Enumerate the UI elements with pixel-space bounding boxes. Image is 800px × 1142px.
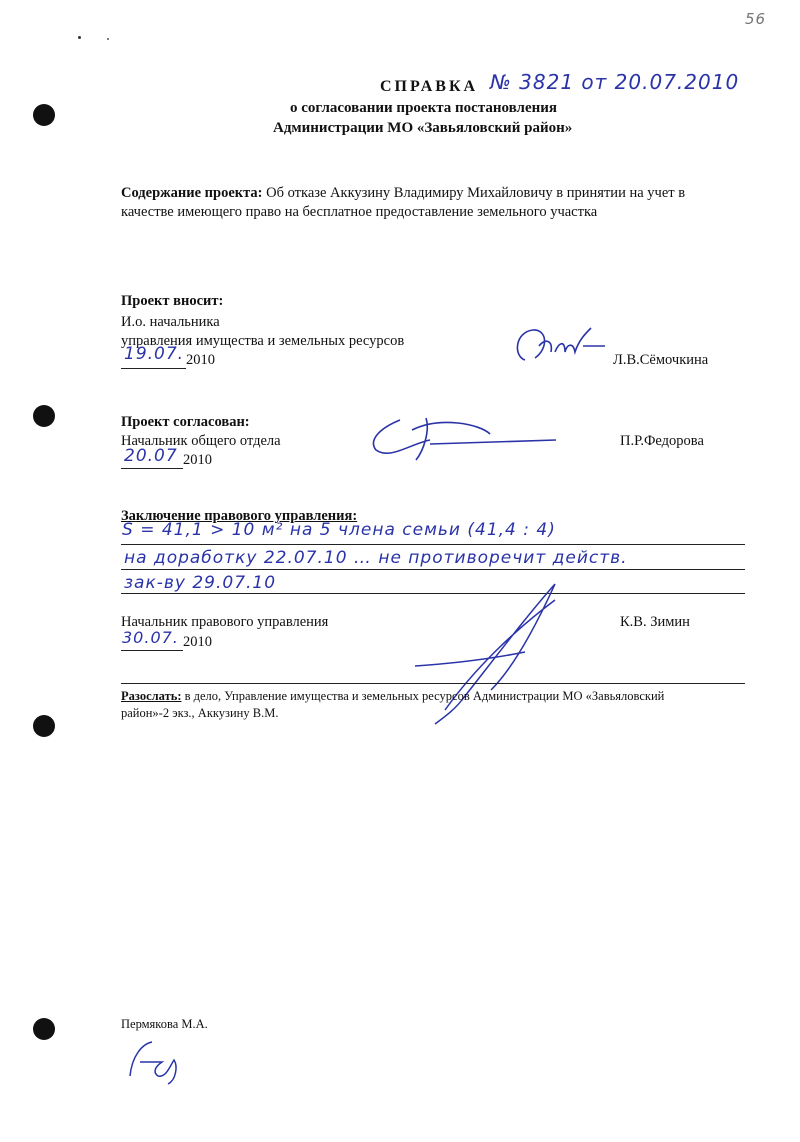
distribution-label: Разослать: <box>121 689 182 703</box>
legal-year: 2010 <box>183 634 212 650</box>
legal-name: К.В. Зимин <box>620 614 690 630</box>
submitted-date-handwritten: 19.07. <box>124 344 185 364</box>
legal-position: Начальник правового управления <box>121 614 329 630</box>
approved-name: П.Р.Федорова <box>620 433 704 449</box>
submitted-year: 2010 <box>186 352 215 368</box>
content-label: Содержание проекта: <box>121 185 263 201</box>
submitted-label: Проект вносит: <box>121 293 224 309</box>
approved-date-handwritten: 20.07 <box>124 446 178 466</box>
doc-title: СПРАВКА <box>380 78 479 95</box>
submitted-position: И.о. начальника <box>121 314 220 330</box>
legal-handwritten-line-1: S = 41,1 > 10 м² на 5 члена семьи (41,4 : 4) <box>122 520 556 540</box>
signature-permyakova <box>122 1036 192 1086</box>
content-text: Об отказе Аккузину Владимиру Михайловичу в принятии на учет в <box>266 185 686 201</box>
doc-number-handwritten: № 3821 от 20.07.2010 <box>490 70 740 94</box>
page-number: 56 <box>745 10 767 28</box>
punch-hole-4 <box>33 1018 55 1040</box>
distribution-line-1 <box>121 688 664 705</box>
date-line <box>121 368 186 369</box>
legal-rule-2 <box>121 569 745 570</box>
approved-label: Проект согласован: <box>121 414 250 430</box>
legal-rule-1 <box>121 544 745 545</box>
punch-hole-2 <box>33 405 55 427</box>
submitted-department: управления имущества и земельных ресурсов <box>121 333 405 349</box>
approved-year: 2010 <box>183 452 212 468</box>
distribution-line-2: район»-2 экз., Аккузину В.М. <box>121 706 279 720</box>
legal-date-handwritten: 30.07. <box>122 628 179 647</box>
legal-handwritten-line-3: зак-ву 29.07.10 <box>124 573 277 593</box>
signature-zimin <box>405 578 595 728</box>
content-line-2: качестве имеющего право на бесплатное предоставление земельного участка <box>121 204 598 220</box>
distribution-divider <box>121 683 745 684</box>
signature-fedorova <box>360 410 560 470</box>
stray-dot <box>107 38 109 40</box>
date-line <box>121 468 183 469</box>
punch-hole-3 <box>33 715 55 737</box>
content-line-1 <box>121 183 685 203</box>
author-name: Пермякова М.А. <box>121 1017 208 1031</box>
approved-position: Начальник общего отдела <box>121 433 281 449</box>
stray-dot <box>78 36 81 39</box>
legal-handwritten-line-2: на доработку 22.07.10 … не противоречит действ. <box>124 548 628 568</box>
date-line <box>121 650 183 651</box>
distribution-text: в дело, Управление имущества и земельных ресурсов Администрации МО «Завьяловский <box>184 689 665 703</box>
punch-hole-1 <box>33 104 55 126</box>
doc-subtitle: о согласовании проекта постановления <box>290 100 558 116</box>
submitted-name: Л.В.Сёмочкина <box>613 352 709 368</box>
doc-subtitle-2: Администрации МО «Завьяловский район» <box>273 120 573 136</box>
legal-label: Заключение правового управления: <box>121 508 358 524</box>
signature-semochkina <box>505 318 615 373</box>
